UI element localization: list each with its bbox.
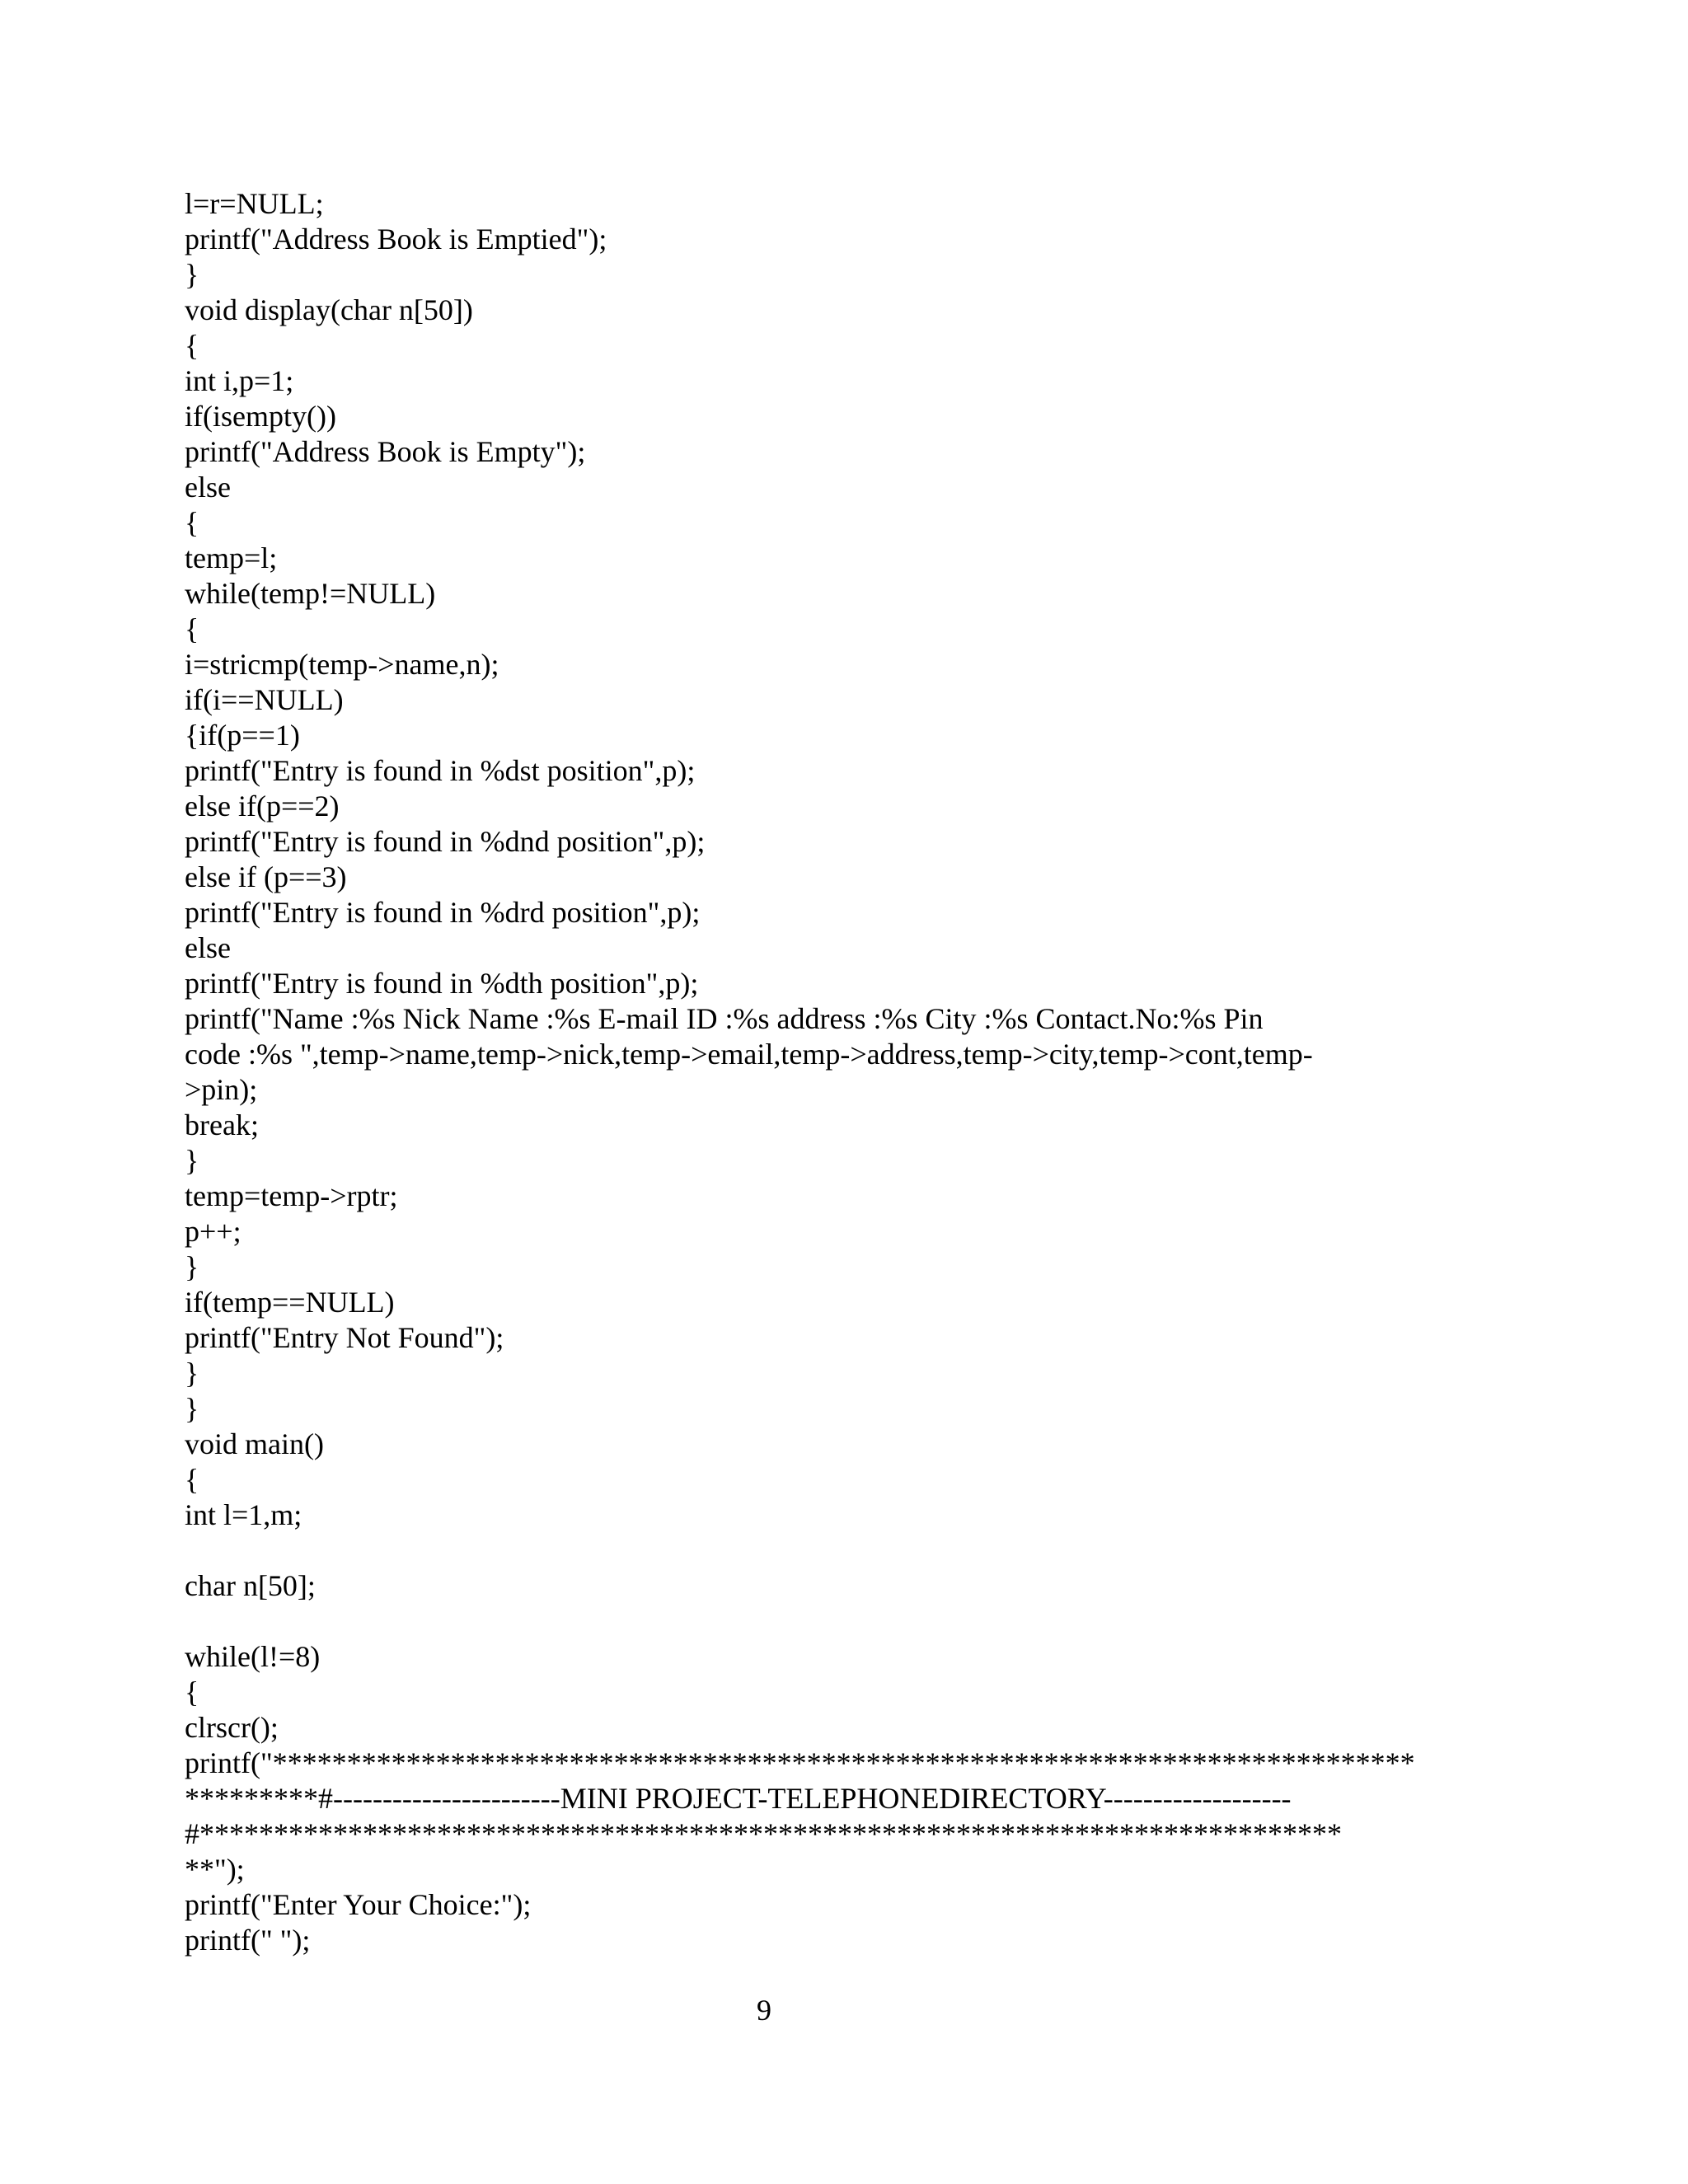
blank-line [185,1533,1437,1568]
code-line: temp=temp->rptr; [185,1179,398,1212]
code-line: clrscr(); [185,1711,279,1744]
code-line: printf("Entry Not Found"); [185,1321,504,1354]
code-line: { [185,1675,199,1708]
code-line: char n[50]; [185,1569,316,1602]
code-line: { [185,612,199,645]
code-line: else if (p==3) [185,860,347,893]
page-number: 9 [757,1994,771,2027]
code-line: if(i==NULL) [185,683,344,716]
code-line: printf("Entry is found in %dst position",p); [185,754,696,787]
code-line: if(isempty()) [185,400,336,433]
code-line: printf("Entry is found in %dnd position",p); [185,825,706,858]
code-line: } [185,1250,199,1283]
code-line: } [185,1357,199,1390]
code-line: } [185,1392,199,1425]
code-line: {if(p==1) [185,719,300,752]
code-line: printf(" "); [185,1924,311,1957]
code-line: code :%s ",temp->name,temp->nick,temp->email,temp->address,temp->city,temp->cont,temp- [185,1038,1313,1071]
code-line: while(temp!=NULL) [185,577,436,610]
code-line: while(l!=8) [185,1640,321,1673]
code-line: break; [185,1108,259,1141]
code-line: } [185,1144,199,1177]
code-line: printf("Name :%s Nick Name :%s E-mail ID :%s address :%s City :%s Contact.No:%s Pin [185,1002,1264,1035]
document-body [185,186,1437,1958]
code-line: printf("***************************************************************************** [185,1746,1415,1779]
code-line: l=r=NULL; [185,187,324,220]
code-line: if(temp==NULL) [185,1286,395,1319]
code-line: int l=1,m; [185,1498,302,1531]
code-line: p++; [185,1215,241,1248]
code-line: else if(p==2) [185,790,340,823]
code-line: printf("Address Book is Emptied"); [185,223,607,255]
code-line: printf("Entry is found in %dth position",p); [185,967,699,1000]
code-line: void main() [185,1427,324,1460]
code-line: #***************************************************************************** [185,1817,1342,1850]
code-line: *********#-----------------------MINI PROJECT-TELEPHONEDIRECTORY------------------- [185,1782,1292,1815]
code-line: printf("Entry is found in %drd position",p); [185,896,701,929]
code-line: { [185,506,199,539]
code-line: printf("Enter Your Choice:"); [185,1888,532,1921]
code-line: temp=l; [185,541,278,574]
code-line: printf("Address Book is Empty"); [185,435,586,468]
code-line: else [185,471,231,504]
code-line: } [185,258,199,291]
code-line: i=stricmp(temp->name,n); [185,648,499,681]
code-line: { [185,329,199,362]
blank-line [185,1604,1437,1639]
code-line: int i,p=1; [185,364,294,397]
code-line: >pin); [185,1073,258,1106]
code-line: { [185,1463,199,1496]
code-line: else [185,931,231,964]
code-line: void display(char n[50]) [185,293,473,326]
code-line: **"); [185,1853,245,1886]
